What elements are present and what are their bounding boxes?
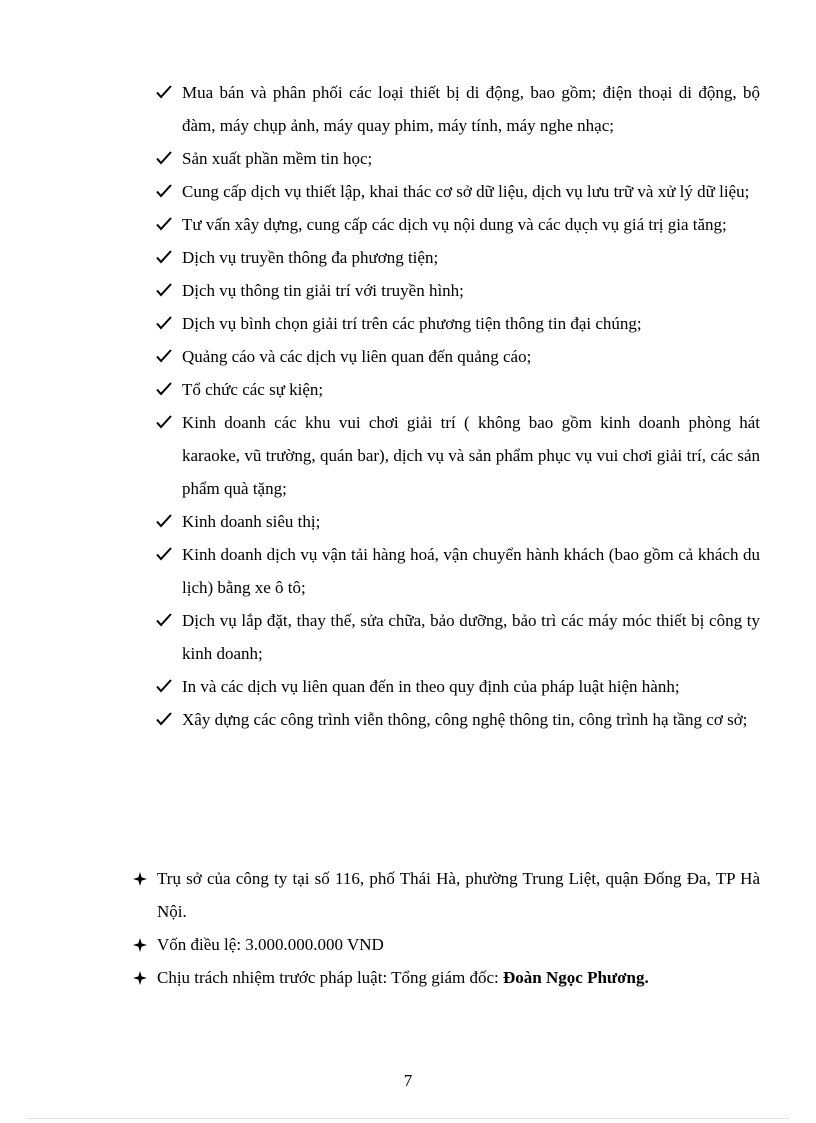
diamond-bullet-icon [132, 862, 152, 895]
checkmark-icon [156, 241, 176, 274]
business-line-text: Tư vấn xây dựng, cung cấp các dịch vụ nội dung và các dục̣h vụ giá trị gia tăng; [182, 215, 727, 234]
business-line-item [156, 538, 760, 604]
checkmark-icon [156, 406, 176, 439]
checkmark-icon [156, 142, 176, 175]
business-line-text: Kinh doanh siêu thị; [182, 512, 321, 531]
business-line-item [156, 274, 760, 307]
checkmark-icon [156, 505, 176, 538]
checkmark-icon [156, 175, 176, 208]
checkmark-icon [156, 670, 176, 703]
company-info-list [132, 862, 760, 994]
business-line-text: Cung cấp dịch vụ thiết lập, khai thác cơ sở dữ liệu, dịch vụ lưu trữ và xử lý dữ liệu; [182, 182, 750, 201]
checkmark-icon [156, 604, 176, 637]
business-line-item [156, 505, 760, 538]
business-line-item [156, 307, 760, 340]
business-line-text: Dịch vụ truyền thông đa phương tiện; [182, 248, 439, 267]
checkmark-icon [156, 274, 176, 307]
checkmark-icon [156, 340, 176, 373]
business-line-item [156, 373, 760, 406]
business-line-text: Kinh doanh các khu vui chơi giải trí ( không bao gồm kinh doanh phòng hát karaoke, vũ trường, quán bar), dịch vụ và sản phẩm phục vụ vui chơi giải trí, các sản phẩm quà tặng; [182, 413, 760, 498]
business-line-item [156, 76, 760, 142]
head-office-text: Trụ sở của công ty tại số 116, phố Thái Hà, phường Trung Liệt, quận Đống Đa, TP Hà Nội. [157, 869, 760, 921]
checkmark-icon [156, 208, 176, 241]
checkmark-icon [156, 76, 176, 109]
business-line-text: Dịch vụ lắp đặt, thay thế, sửa chữa, bảo dưỡng, bảo trì các máy móc thiết bị công ty kinh doanh; [182, 611, 760, 663]
checkmark-icon [156, 373, 176, 406]
business-line-text: Kinh doanh dịch vụ vận tải hàng hoá, vận chuyển hành khách (bao gồm cả khách du lịch) bằng xe ô tô; [182, 545, 760, 597]
page-number: 7 [403, 1071, 413, 1090]
business-line-text: Quảng cáo và các dịch vụ liên quan đến quảng cáo; [182, 347, 532, 366]
head-office-item [132, 862, 760, 928]
checkmark-icon [156, 538, 176, 571]
business-line-item [156, 703, 760, 736]
legal-representative-item [132, 961, 760, 994]
business-line-item [156, 604, 760, 670]
business-line-text: Tổ chức các sự kiện; [182, 380, 324, 399]
business-line-item [156, 142, 760, 175]
business-lines-list [156, 76, 760, 736]
business-line-item [156, 406, 760, 505]
legal-representative-label: Chịu trách nhiệm trước pháp luật: Tổng giám đốc: [157, 968, 504, 987]
business-line-item [156, 670, 760, 703]
business-line-item [156, 340, 760, 373]
diamond-bullet-icon [132, 928, 152, 961]
business-line-item [156, 208, 760, 241]
business-line-text: Dịch vụ thông tin giải trí với truyền hình; [182, 281, 464, 300]
business-line-text: Xây dựng các công trình viễn thông, công nghệ thông tin, công trình hạ tầng cơ sở; [182, 710, 748, 729]
footer-divider [28, 1118, 788, 1119]
checkmark-icon [156, 307, 176, 340]
business-line-text: Sản xuất phần mềm tin học; [182, 149, 373, 168]
business-line-text: Dịch vụ bình chọn giải trí trên các phương tiện thông tin đại chúng; [182, 314, 642, 333]
checkmark-icon [156, 703, 176, 736]
business-line-text: In và các dịch vụ liên quan đến in theo quy định của pháp luật hiện hành; [182, 677, 680, 696]
business-line-item [156, 175, 760, 208]
business-line-text: Mua bán và phân phối các loại thiết bị di động, bao gồm; điện thoại di động, bộ đàm, máy chụp ảnh, máy quay phim, máy tính, máy nghe nhạc; [182, 83, 760, 135]
diamond-bullet-icon [132, 961, 152, 994]
charter-capital-text: Vốn điều lệ: 3.000.000.000 VND [157, 935, 384, 954]
legal-representative-name: Đoàn Ngọc Phương. [503, 968, 649, 987]
charter-capital-item [132, 928, 760, 961]
business-line-item [156, 241, 760, 274]
